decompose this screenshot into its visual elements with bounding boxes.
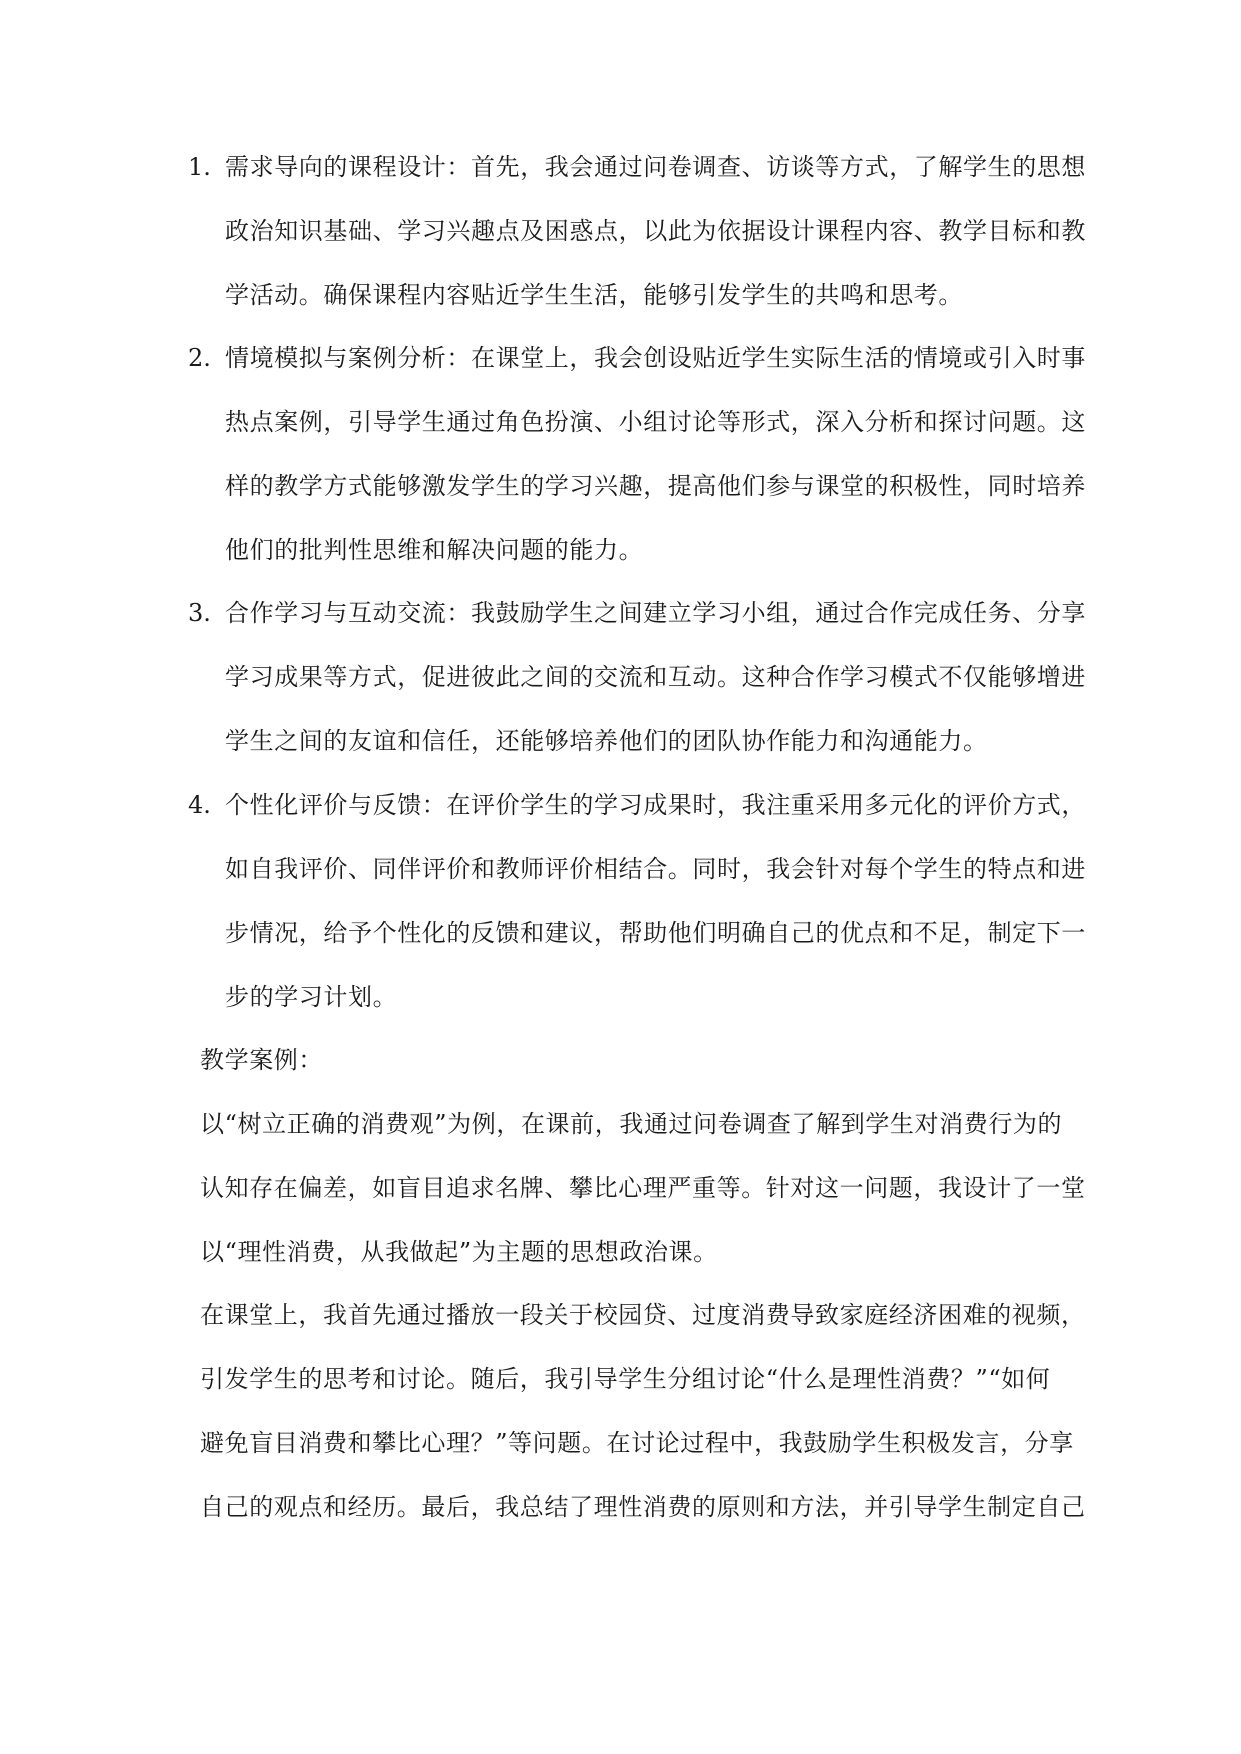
list-item-line: 步情况，给予个性化的反馈和建议，帮助他们明确自己的优点和不足，制定下一 [225, 919, 1086, 947]
list-item-line: 样的教学方式能够激发学生的学习兴趣，提高他们参与课堂的积极性，同时培养 [225, 472, 1086, 500]
paragraph-line: 认知存在偏差，如盲目追求名牌、攀比心理严重等。针对这一问题，我设计了一堂 [200, 1174, 1086, 1202]
paragraph-line: 避免盲目消费和攀比心理？”等问题。在讨论过程中，我鼓励学生积极发言，分享 [200, 1429, 1074, 1457]
paragraph-line: 以“树立正确的消费观”为例，在课前，我通过问卷调查了解到学生对消费行为的 [200, 1110, 1063, 1138]
list-item-number: 1. [188, 153, 211, 181]
list-item-number: 2. [188, 344, 211, 372]
list-item-line: 需求导向的课程设计：首先，我会通过问卷调查、访谈等方式，了解学生的思想 [225, 153, 1086, 181]
paragraph-line: 以“理性消费，从我做起”为主题的思想政治课。 [200, 1238, 718, 1266]
list-item-line: 学习成果等方式，促进彼此之间的交流和互动。这种合作学习模式不仅能够增进 [225, 663, 1086, 691]
case-heading: 教学案例： [200, 1046, 323, 1074]
paragraph-line: 引发学生的思考和讨论。随后，我引导学生分组讨论“什么是理性消费？”“如何 [200, 1365, 1051, 1393]
list-item-line: 热点案例，引导学生通过角色扮演、小组讨论等形式，深入分析和探讨问题。这 [225, 408, 1086, 436]
list-item-line: 学活动。确保课程内容贴近学生生活，能够引发学生的共鸣和思考。 [225, 281, 963, 309]
list-item-number: 3. [188, 599, 211, 627]
list-item-line: 步的学习计划。 [225, 983, 398, 1011]
list-item-line: 个性化评价与反馈：在评价学生的学习成果时，我注重采用多元化的评价方式， [225, 791, 1086, 819]
paragraph-line: 在课堂上，我首先通过播放一段关于校园贷、过度消费导致家庭经济困难的视频， [200, 1301, 1086, 1329]
list-item-line: 如自我评价、同伴评价和教师评价相结合。同时，我会针对每个学生的特点和进 [225, 855, 1086, 883]
list-item-line: 情境模拟与案例分析：在课堂上，我会创设贴近学生实际生活的情境或引入时事 [225, 344, 1086, 372]
list-item-line: 政治知识基础、学习兴趣点及困惑点，以此为依据设计课程内容、教学目标和教 [225, 217, 1086, 245]
list-item-line: 他们的批判性思维和解决问题的能力。 [225, 536, 644, 564]
paragraph-line: 自己的观点和经历。最后，我总结了理性消费的原则和方法，并引导学生制定自己 [200, 1493, 1086, 1521]
list-item-number: 4. [188, 791, 211, 819]
list-item-line: 学生之间的友谊和信任，还能够培养他们的团队协作能力和沟通能力。 [225, 727, 988, 755]
list-item-line: 合作学习与互动交流：我鼓励学生之间建立学习小组，通过合作完成任务、分享 [225, 599, 1086, 627]
